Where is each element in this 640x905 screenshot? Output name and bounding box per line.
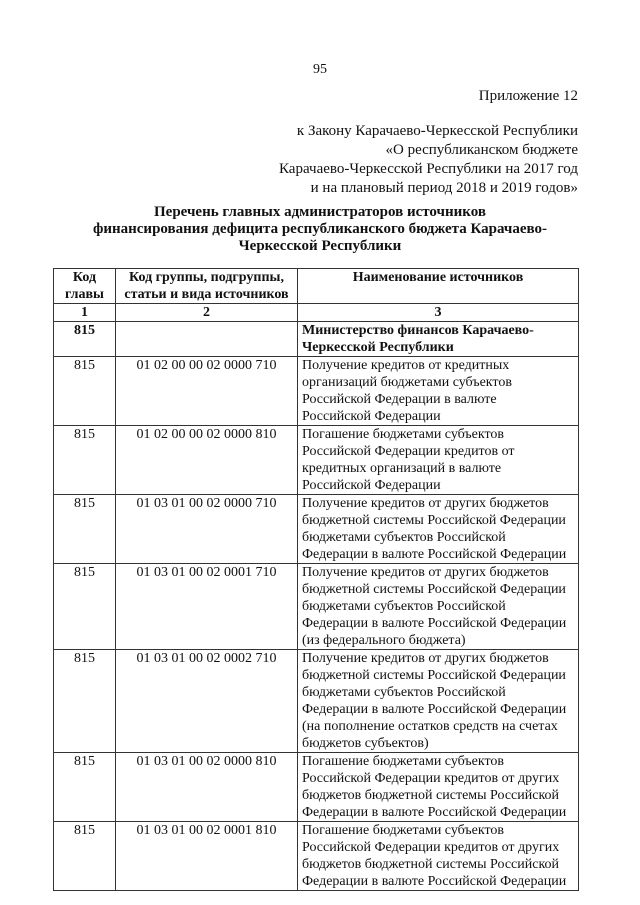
source-name-line: Российской Федерации bbox=[302, 478, 441, 493]
source-name-cell bbox=[298, 322, 579, 357]
source-name-line: организаций бюджетами субъектов bbox=[302, 375, 512, 390]
chapter-code-cell: 815 bbox=[54, 495, 116, 564]
source-name-line: Российской Федерации кредитов от других bbox=[302, 771, 560, 786]
chapter-code-cell: 815 bbox=[54, 753, 116, 822]
source-name-line: Погашение бюджетами субъектов bbox=[302, 823, 505, 838]
source-name-line: бюджетной системы Российской Федерации bbox=[302, 513, 566, 528]
source-code-cell bbox=[116, 322, 298, 357]
source-code-cell: 01 03 01 00 02 0000 810 bbox=[116, 753, 298, 822]
source-code-cell: 01 03 01 00 02 0001 710 bbox=[116, 564, 298, 650]
source-code-cell: 01 03 01 00 02 0001 810 bbox=[116, 822, 298, 891]
source-name-line: Российской Федерации кредитов от bbox=[302, 444, 515, 459]
source-name-line: кредитных организаций в валюте bbox=[302, 461, 502, 476]
chapter-code-cell: 815 bbox=[54, 322, 116, 357]
source-name-line: Федерации в валюте Российской Федерации bbox=[302, 547, 567, 562]
header-line: Код группы, подгруппы, bbox=[129, 270, 284, 285]
document-title bbox=[90, 204, 550, 255]
source-name-line: (из федерального бюджета) bbox=[302, 633, 466, 648]
source-name-line: Российской Федерации кредитов от других bbox=[302, 840, 560, 855]
table-row bbox=[54, 322, 579, 357]
chapter-code-cell: 815 bbox=[54, 822, 116, 891]
header-line: статьи и вида источников bbox=[124, 287, 289, 302]
source-name-cell bbox=[298, 822, 579, 891]
source-name-line: Получение кредитов от других бюджетов bbox=[302, 565, 549, 580]
appendix-label: Приложение 12 bbox=[478, 88, 578, 104]
table-row bbox=[54, 650, 579, 753]
source-name-line: бюджетов бюджетной системы Российской bbox=[302, 857, 560, 872]
table-row bbox=[54, 564, 579, 650]
table-row bbox=[54, 753, 579, 822]
source-name-line: бюджетов бюджетной системы Российской bbox=[302, 788, 560, 803]
source-name-line: бюджетами субъектов Российской bbox=[302, 599, 506, 614]
column-number: 2 bbox=[116, 304, 298, 322]
source-name-line: Погашение бюджетами субъектов bbox=[302, 427, 505, 442]
source-name-line: Федерации в валюте Российской Федерации bbox=[302, 874, 567, 889]
source-name-line: бюджетов субъектов) bbox=[302, 736, 429, 751]
law-reference bbox=[279, 122, 578, 198]
header-line: Код bbox=[72, 270, 97, 285]
source-name-line: Получение кредитов от других бюджетов bbox=[302, 496, 549, 511]
title-line: Черкесской Республики bbox=[238, 238, 402, 254]
chapter-code-cell: 815 bbox=[54, 650, 116, 753]
chapter-code-cell: 815 bbox=[54, 357, 116, 426]
source-name-line: Погашение бюджетами субъектов bbox=[302, 754, 505, 769]
table-row bbox=[54, 357, 579, 426]
source-name-line: Федерации в валюте Российской Федерации bbox=[302, 616, 567, 631]
column-number: 3 bbox=[298, 304, 579, 322]
title-line: Перечень главных администраторов источников bbox=[154, 204, 486, 220]
source-name-line: бюджетами субъектов Российской bbox=[302, 685, 506, 700]
source-name-cell bbox=[298, 753, 579, 822]
source-name-line: Получение кредитов от кредитных bbox=[302, 358, 510, 373]
source-name-cell bbox=[298, 426, 579, 495]
header-source-name bbox=[298, 269, 579, 304]
source-name-line: Черкесской Республики bbox=[302, 340, 454, 355]
source-name-line: Российской Федерации bbox=[302, 409, 441, 424]
header-row bbox=[54, 269, 579, 304]
header-line: Наименование источников bbox=[352, 270, 524, 285]
source-code-cell: 01 03 01 00 02 0000 710 bbox=[116, 495, 298, 564]
header-group-code bbox=[116, 269, 298, 304]
source-name-cell bbox=[298, 495, 579, 564]
source-code-cell: 01 02 00 00 02 0000 710 bbox=[116, 357, 298, 426]
header-line: главы bbox=[65, 287, 104, 302]
source-name-line: бюджетной системы Российской Федерации bbox=[302, 582, 566, 597]
chapter-code-cell: 815 bbox=[54, 426, 116, 495]
source-name-cell bbox=[298, 564, 579, 650]
page-number: 95 bbox=[313, 62, 327, 77]
law-line: Карачаево-Черкесской Республики на 2017 год bbox=[279, 161, 578, 177]
law-line: «О республиканском бюджете bbox=[385, 142, 578, 158]
sources-table bbox=[53, 268, 579, 891]
source-name-cell bbox=[298, 357, 579, 426]
law-line: к Закону Карачаево-Черкесской Республики bbox=[296, 123, 578, 139]
law-line: и на плановый период 2018 и 2019 годов» bbox=[310, 180, 578, 196]
table-row bbox=[54, 495, 579, 564]
source-code-cell: 01 02 00 00 02 0000 810 bbox=[116, 426, 298, 495]
source-name-line: Получение кредитов от других бюджетов bbox=[302, 651, 549, 666]
source-name-line: Федерации в валюте Российской Федерации bbox=[302, 702, 567, 717]
source-name-line: бюджетами субъектов Российской bbox=[302, 530, 506, 545]
column-number: 1 bbox=[54, 304, 116, 322]
header-chapter-code bbox=[54, 269, 116, 304]
table-body bbox=[54, 322, 579, 891]
source-name-line: (на пополнение остатков средств на счетах bbox=[302, 719, 558, 734]
source-name-cell bbox=[298, 650, 579, 753]
source-name-line: Российской Федерации в валюте bbox=[302, 392, 497, 407]
table-row bbox=[54, 426, 579, 495]
title-line: финансирования дефицита республиканского бюджета Карачаево- bbox=[92, 221, 548, 237]
source-code-cell: 01 03 01 00 02 0002 710 bbox=[116, 650, 298, 753]
table-row bbox=[54, 822, 579, 891]
source-name-line: Министерство финансов Карачаево- bbox=[302, 323, 534, 338]
source-name-line: Федерации в валюте Российской Федерации bbox=[302, 805, 567, 820]
chapter-code-cell: 815 bbox=[54, 564, 116, 650]
column-number-row bbox=[54, 304, 579, 322]
source-name-line: бюджетной системы Российской Федерации bbox=[302, 668, 566, 683]
